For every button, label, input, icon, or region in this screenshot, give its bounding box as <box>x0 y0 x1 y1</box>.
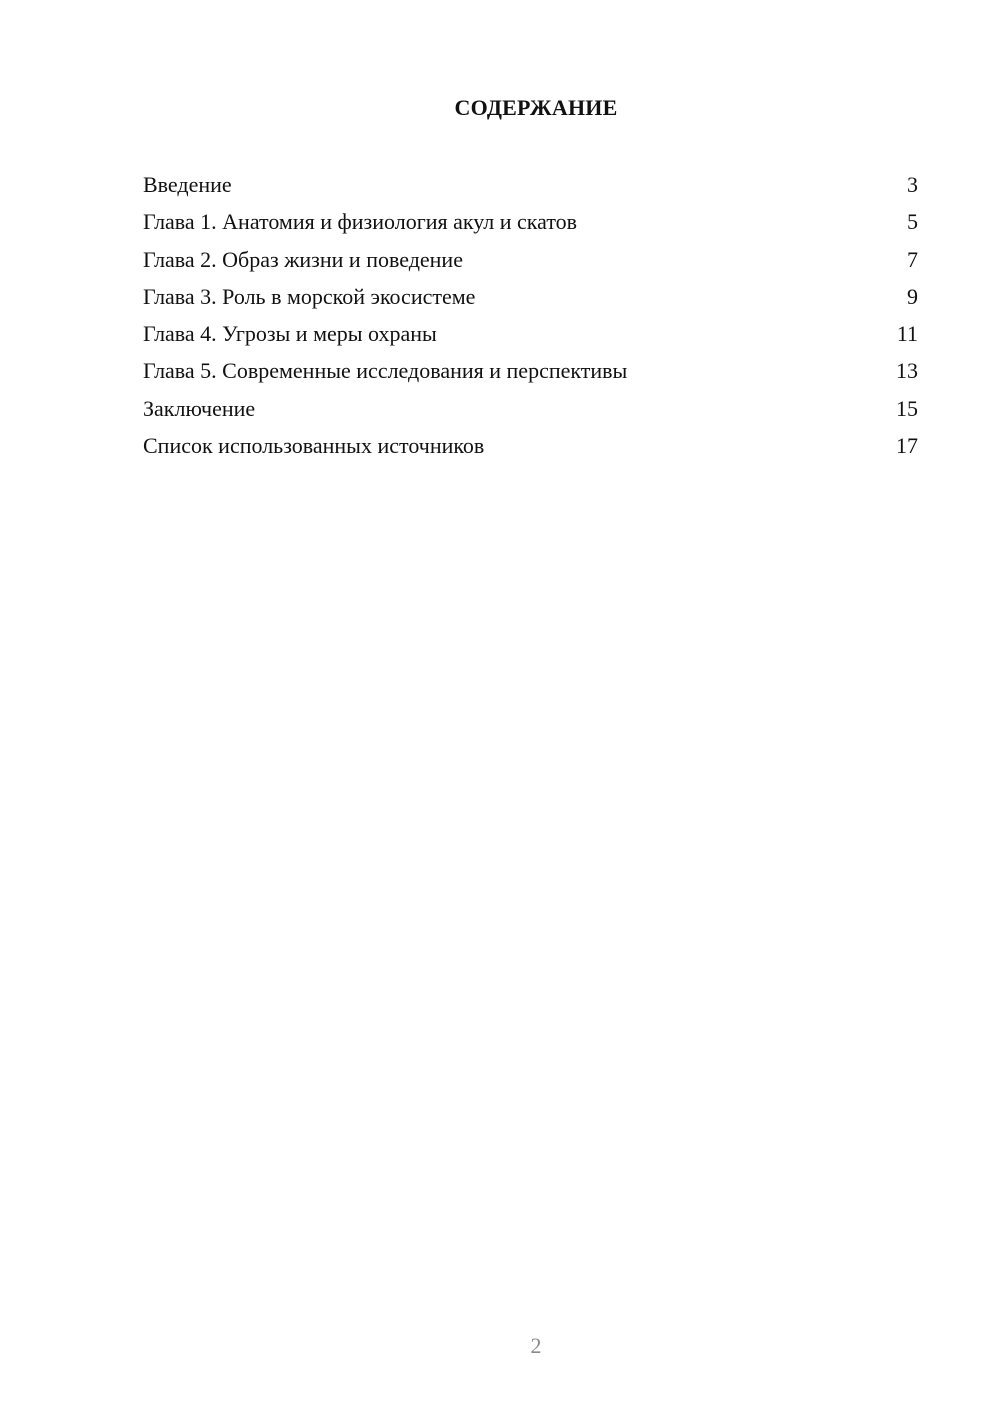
toc-entry-conclusion[interactable] <box>143 392 918 429</box>
toc-entry-label: Глава 2. Образ жизни и поведение <box>143 246 463 272</box>
toc-entry-chapter-1[interactable] <box>143 205 918 242</box>
toc-entry-chapter-2[interactable] <box>143 243 918 280</box>
toc-entry-label: Глава 1. Анатомия и физиология акул и скатов <box>143 209 578 235</box>
toc-entry-label: Глава 3. Роль в морской экосистеме <box>143 283 476 309</box>
toc-entry-page: 11 <box>896 321 918 347</box>
toc-entry-references[interactable] <box>143 429 918 466</box>
toc-entry-page: 15 <box>896 395 918 421</box>
toc-entry-introduction[interactable] <box>143 168 918 205</box>
toc-entry-page: 3 <box>907 172 918 197</box>
toc-entry-chapter-4[interactable] <box>143 317 918 354</box>
page-number: 2 <box>530 1333 542 1358</box>
toc-entry-chapter-5[interactable] <box>143 354 918 391</box>
toc-entry-page: 17 <box>896 433 918 459</box>
table-of-contents <box>143 168 918 466</box>
page-title: СОДЕРЖАНИЕ <box>454 95 618 120</box>
toc-entry-label: Глава 5. Современные исследования и перспективы <box>143 358 628 384</box>
toc-entry-label: Введение <box>143 172 232 197</box>
toc-entry-label: Глава 4. Угрозы и меры охраны <box>143 321 437 347</box>
toc-entry-label: Список использованных источников <box>143 433 485 459</box>
toc-entry-page: 5 <box>907 209 918 235</box>
toc-entry-page: 9 <box>907 283 918 309</box>
toc-entry-page: 7 <box>907 246 918 272</box>
toc-entry-page: 13 <box>896 358 918 384</box>
toc-entry-label: Заключение <box>143 395 256 421</box>
toc-entry-chapter-3[interactable] <box>143 280 918 317</box>
